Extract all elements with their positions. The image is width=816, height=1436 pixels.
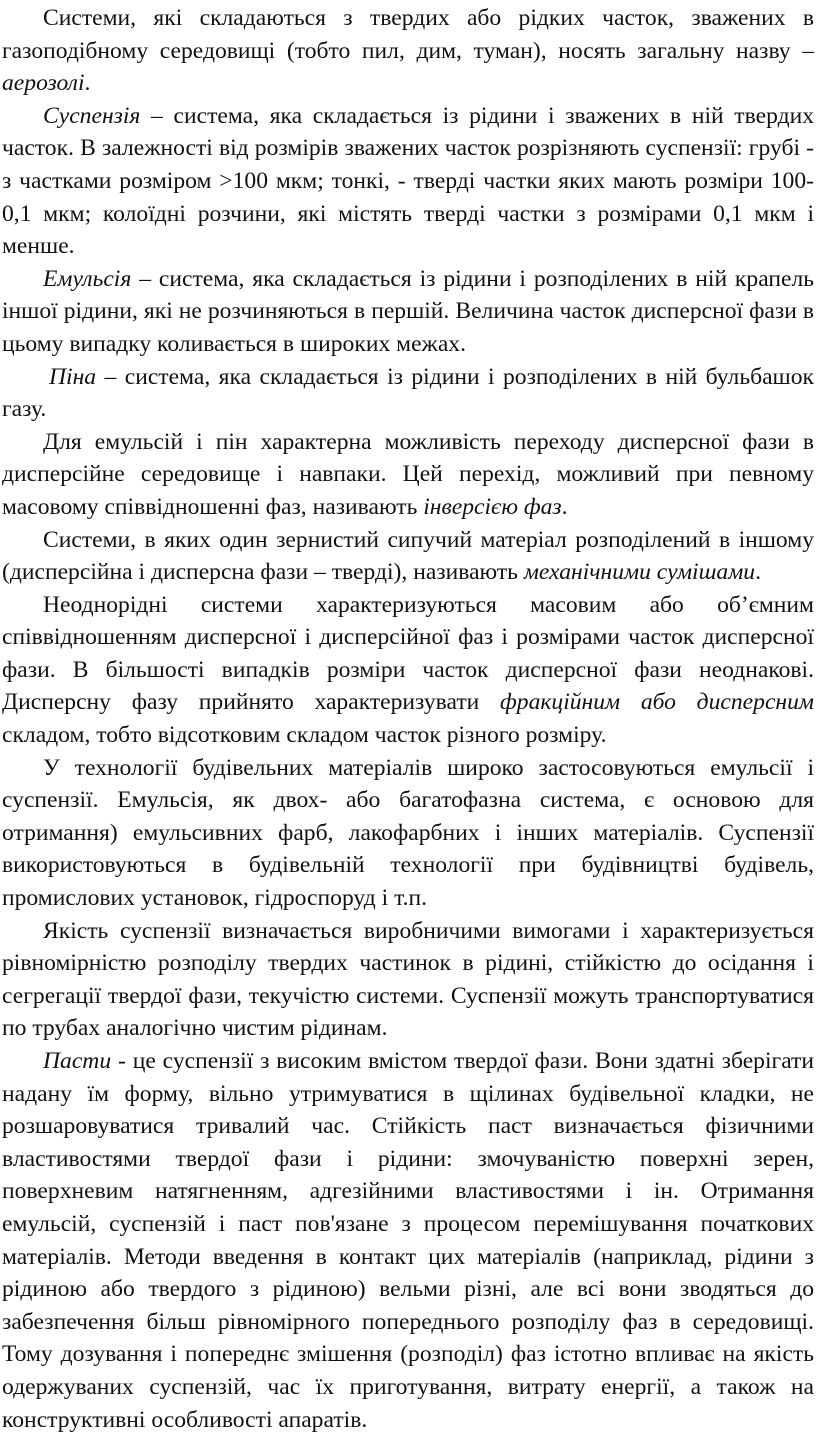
paragraph-text: Неоднорідні системи характеризуються масовим або об’ємним співвідношенням дисперсної і дисперсійної фаз і розмірами часток дисперсної фази. В більшості випадків розміри часток дисперсної фази неоднакові. Дисперсну фазу прийнято характеризувати: [2, 591, 814, 716]
paragraph-construction-tech: [2, 752, 814, 915]
paragraph-pastes: [2, 1045, 814, 1436]
term-emulsion: Емульсія: [43, 265, 132, 292]
paragraph-foam: [2, 361, 814, 426]
paragraph-text: Якість суспензії визначається виробничими вимогами і характеризується рівномірністю розподілу твердих частинок в рідині, стійкістю до осідання і сегрегації твердої фази, текучістю системи. Суспензії можуть транспортуватися по трубах аналогічно чистим рідинам.: [2, 917, 814, 1042]
paragraph-text: – система, яка складається із рідини і зважених в ній твердих часток. В залежності від розмірів зважених часток розрізняють суспензії: грубі - з частками розміром >100 мкм; тонкі, - тверді частки яких мають розміри 100-0,1 мкм; колоїдні розчини, які містять тверді частки з розмірами 0,1 мкм і менше.: [2, 102, 814, 260]
paragraph-text: .: [84, 70, 91, 97]
paragraph-mechanical-mixtures: [2, 524, 814, 589]
term-foam: Піна: [49, 363, 97, 390]
paragraph-text: Системи, в яких один зернистий сипучий матеріал розподілений в іншому (дисперсійна і дисперсна фази – тверді), називають: [2, 526, 814, 586]
paragraph-emulsion: [2, 263, 814, 361]
term-phase-inversion: інверсією фаз: [423, 493, 562, 520]
paragraph-text: Системи, які складаються з твердих або рідких часток, зважених в газоподібному середовищі (тобто пил, дим, туман), носять загальну назву –: [2, 5, 814, 64]
term-pastes: Пасти: [43, 1048, 112, 1074]
paragraph-text: .: [561, 493, 568, 520]
paragraph-text: У технології будівельних матеріалів широко застосовуються емульсії і суспензії. Емульсія, як двох- або багатофазна система, є основою для отримання) емульсивних фарб, лакофарбних і інших матеріалів. Суспензії використовуються в будівельній технології при будівництві будівель, промислових установок, гідроспоруд і т.п.: [2, 754, 814, 912]
paragraph-text: – система, яка складається із рідини і розподілених в ній крапель іншої рідини, які не розчиняються в першій. Величина часток дисперсної фази в цьому випадку коливається в широких межах.: [2, 265, 814, 357]
paragraph-heterogeneous-systems: [2, 589, 814, 752]
paragraph-text: .: [755, 559, 761, 586]
paragraph-text: – система, яка складається із рідини і розподілених в ній бульбашок газу.: [2, 363, 814, 423]
term-fractional-composition: фракційним або дисперсним: [500, 689, 814, 716]
paragraph-suspension: [2, 100, 814, 263]
term-aerosols: аерозолі: [2, 70, 85, 97]
paragraph-aerosols: [2, 2, 814, 100]
term-suspension: Суспензія: [43, 102, 141, 129]
paragraph-text: Для емульсій і пін характерна можливість переходу дисперсної фази в дисперсійне середовище і навпаки. Цей перехід, можливий при певному масовому співвідношенні фаз, називають: [2, 428, 814, 520]
paragraph-inversion: [2, 426, 814, 524]
paragraph-text: - це суспензії з високим вмістом твердої фази. Вони здатні зберігати надану їм форму, вільно утримуватися в щілинах будівельної кладки, не розшаровуватися тривалий час. Стійкість паст визначається фізичними властивостями твердої фази і рідини: змочуваністю поверхні зерен, поверхневим натягненням, адгезійними властивостями і ін. Отримання емульсій, суспензій і паст пов'язане з процесом перемішування початкових матеріалів. Методи введення в контакт цих матеріалів (наприклад, рідини з рідиною або твердого з рідиною) вельми різні, але всі вони зводяться до забезпечення більш рівномірного попереднього розподілу фаз в середовищі. Тому дозування і попереднє змішення (розподіл) фаз істотно впливає на якість одержуваних суспензій, час їх приготування, витрату енергії, а також на конструктивні особливості апаратів.: [2, 1048, 814, 1433]
paragraph-suspension-quality: [2, 915, 814, 1045]
paragraph-text: складом, тобто відсотковим складом часток різного розміру.: [2, 722, 607, 749]
term-mechanical-mixtures: механічними сумішами: [523, 559, 756, 586]
